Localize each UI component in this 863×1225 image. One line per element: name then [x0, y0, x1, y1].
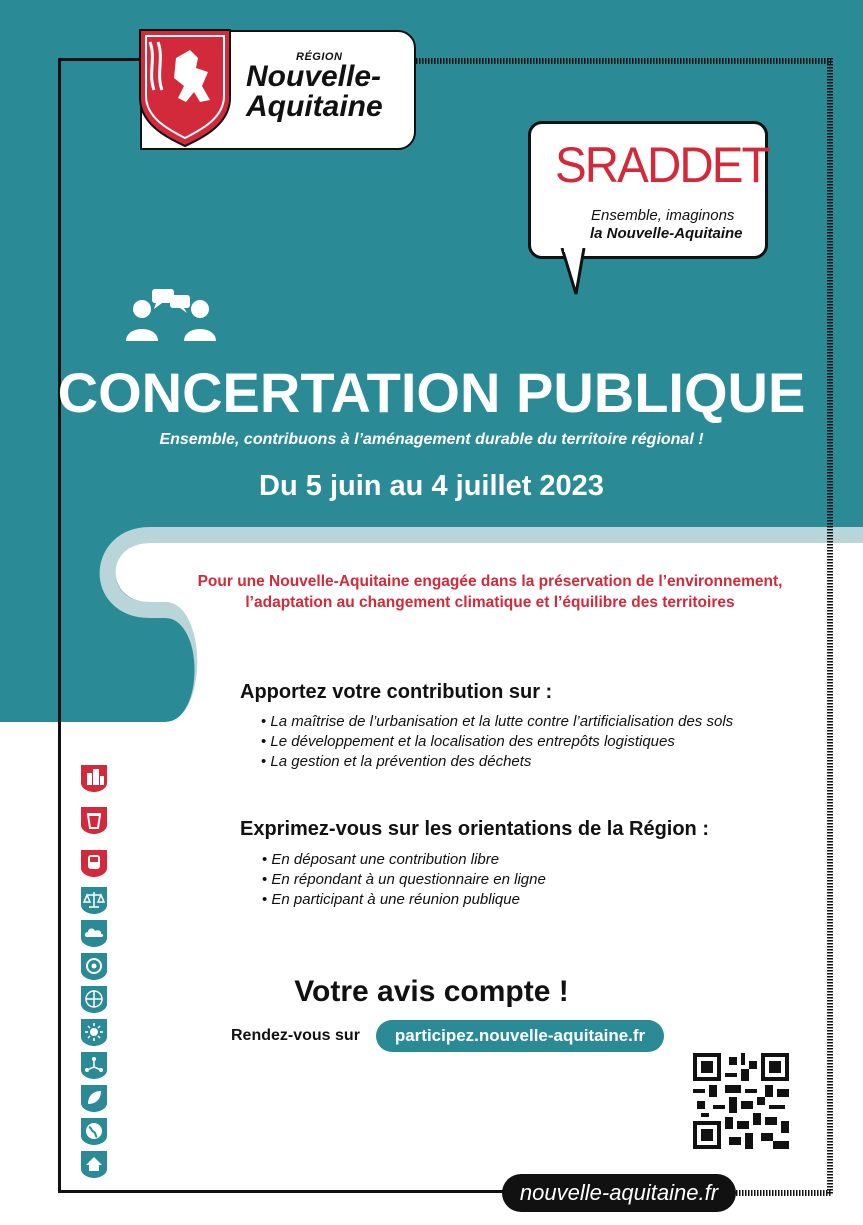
sraddet-bubble-tail	[560, 248, 600, 300]
waste-bin-icon	[79, 805, 109, 835]
people-discussion-icon	[124, 287, 220, 343]
frame-dotted-bottom	[736, 1190, 831, 1196]
leaf-icon	[79, 1083, 109, 1113]
balance-icon	[79, 885, 109, 915]
list-item: • La maîtrise de l’urbanisation et la lutte contre l’artificialisation des sols	[261, 712, 733, 732]
rdv-label: Rendez-vous sur	[231, 1027, 360, 1044]
expression-list	[262, 850, 546, 910]
list-item: • En répondant à un questionnaire en ligne	[262, 870, 546, 890]
home-icon	[79, 1149, 109, 1179]
participation-link[interactable]: participez.nouvelle-aquitaine.fr	[376, 1020, 664, 1052]
list-item: • Le développement et la localisation des entrepôts logistiques	[261, 732, 733, 752]
region-name-line1: Nouvelle-	[246, 60, 382, 93]
qr-code[interactable]	[693, 1053, 789, 1149]
hero-subtitle: Ensemble, contribuons à l’aménagement durable du territoire régional !	[159, 431, 704, 448]
contribution-heading: Apportez votre contribution sur :	[240, 681, 553, 703]
list-item: • La gestion et la prévention des déchets	[261, 752, 733, 772]
list-item: • En déposant une contribution libre	[262, 850, 546, 870]
cta-headline: Votre avis compte !	[294, 975, 569, 1008]
sraddet-tagline-2: la Nouvelle-Aquitaine	[590, 225, 743, 242]
contribution-list	[261, 712, 733, 772]
frame-dotted-top	[413, 58, 831, 64]
region-name-line2: Aquitaine	[246, 90, 383, 123]
frame-top-line	[58, 58, 142, 61]
buildings-icon	[79, 763, 109, 793]
region-shield-logo	[138, 28, 232, 148]
tagline	[120, 571, 860, 613]
cloud-icon	[79, 918, 109, 948]
region-label-small: RÉGION	[296, 51, 343, 63]
frame-left-line	[58, 58, 61, 1193]
at-sign-icon	[79, 951, 109, 981]
sraddet-title: SRADDET	[555, 137, 769, 193]
frame-bottom-line	[58, 1190, 508, 1193]
train-icon	[79, 848, 109, 878]
list-item: • En participant à une réunion publique	[262, 890, 546, 910]
sun-icon	[79, 1017, 109, 1047]
expression-heading: Exprimez-vous sur les orientations de la Région :	[240, 818, 709, 840]
frame-dotted-right	[827, 58, 833, 1194]
earth-icon	[79, 1116, 109, 1146]
consultation-dates: Du 5 juin au 4 juillet 2023	[259, 470, 604, 502]
main-title: CONCERTATION PUBLIQUE	[57, 361, 806, 424]
region-name	[246, 62, 383, 122]
sraddet-tagline-1: Ensemble, imaginons	[591, 207, 735, 224]
tagline-line1: Pour une Nouvelle-Aquitaine engagée dans la préservation de l’environnement,	[197, 573, 783, 590]
network-icon	[79, 1050, 109, 1080]
globe-network-icon	[79, 984, 109, 1014]
tagline-line2: l’adaptation au changement climatique et l’équilibre des territoires	[245, 594, 735, 611]
footer-website[interactable]: nouvelle-aquitaine.fr	[502, 1174, 736, 1212]
